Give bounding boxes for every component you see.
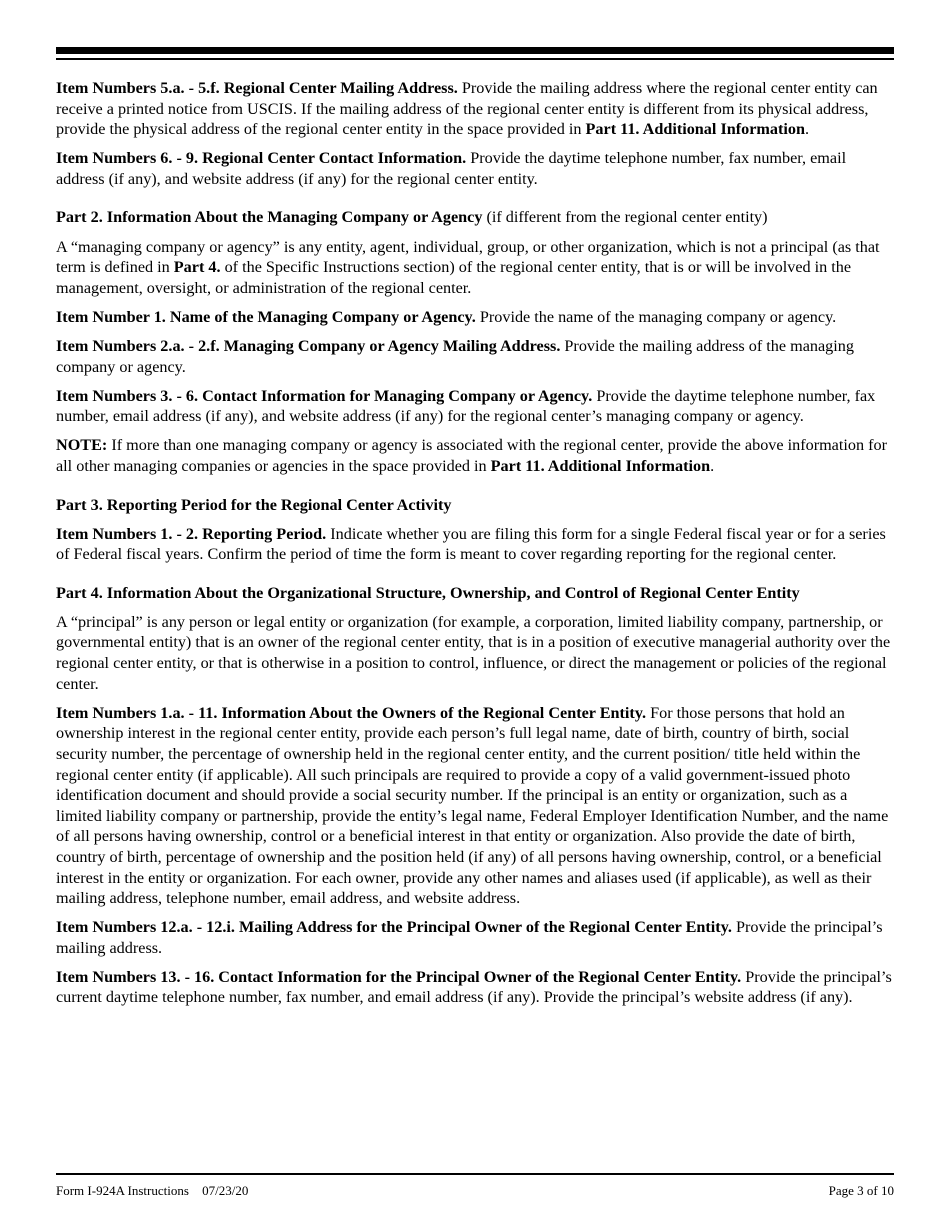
footer-form-info [56,1183,248,1199]
section-heading [56,583,894,604]
body-text: Provide the daytime telephone number, fax number, email address (if any), and website address (if any) for the regional center’s managing company or agency. [56,386,876,426]
bold-text: Part 11. Additional Information [585,120,805,139]
header-rule-thick [56,47,894,54]
paragraph [56,237,894,299]
bold-text: Item Numbers 6. - 9. Regional Center Contact Information. [56,149,467,168]
bold-text: Item Numbers 3. - 6. Contact Information for Managing Company or Agency. [56,386,593,405]
bold-text: Item Numbers 5.a. - 5.f. Regional Center Mailing Address. [56,79,458,97]
bold-text: Part 2. Information About the Managing Company or Agency [56,208,483,227]
footer-form-date: 07/23/20 [202,1183,249,1198]
body-text: Provide the principal’s current daytime telephone number, fax number, and email address (if any). Provide the principal’s website address (if any). [56,967,892,1007]
paragraph [56,336,894,377]
body-text: Provide the daytime telephone number, fax number, email address (if any), and website address (if any) for the regional center entity. [56,149,847,188]
body-text: of the Specific Instructions section) of the regional center entity, that is or will be involved in the management, oversight, or administration of the regional center. [56,258,852,297]
footer-rule [56,1173,894,1175]
bold-text: Part 4. [173,258,221,277]
footer-form-name: Form I-924A Instructions [56,1183,189,1198]
paragraph [56,307,894,328]
footer-page-number: Page 3 of 10 [828,1183,894,1198]
body-text: . [710,456,715,475]
body-text: If more than one managing company or agency is associated with the regional center, provide the above information for all other managing companies or agencies in the space provided in [56,436,887,475]
bold-text: Part 11. Additional Information [490,456,711,475]
paragraph [56,78,894,140]
body-text: Provide the principal’s mailing address. [56,918,883,957]
bold-text: Item Numbers 1. - 2. Reporting Period. [56,524,327,543]
document-body [56,78,894,1008]
body-text: Provide the mailing address where the regional center entity can receive a printed notice from USCIS. If the mailing address of the regional center entity is different from its physical address, provide the physical address of the regional center entity in the space provided in [56,79,878,139]
paragraph [56,524,894,565]
section-heading [56,495,894,516]
paragraph [56,386,894,427]
body-text: . [804,120,810,139]
bold-text: Item Numbers 12.a. - 12.i. Mailing Address for the Principal Owner of the Regional Center Entity. [56,918,732,937]
body-text: A “principal” is any person or legal entity or organization (for example, a corporation, limited liability company, partnership, or governmental entity) that is an owner of the regional center entity, that is in a position of executive managerial authority over the regional center entity, or that is otherwise in a position to control, influence, or direct the management or policies of the regional center. [56,612,891,693]
bold-text: NOTE: [56,436,108,455]
paragraph [56,967,894,1008]
bold-text: Item Number 1. Name of the Managing Company or Agency. [56,307,476,326]
bold-text: Item Numbers 1.a. - 11. Information About the Owners of the Regional Center Entity. [56,703,647,722]
header-rule-thin [56,58,894,60]
paragraph [56,703,894,909]
body-text: Provide the mailing address of the managing company or agency. [56,336,854,376]
paragraph [56,435,894,476]
bold-text: Item Numbers 2.a. - 2.f. Managing Company or Agency Mailing Address. [56,336,561,355]
bold-text: Item Numbers 13. - 16. Contact Information for the Principal Owner of the Regional Center Entity. [56,967,742,986]
paragraph [56,612,894,694]
body-text: (if different from the regional center entity) [482,208,768,227]
paragraph [56,148,894,189]
paragraph [56,917,894,958]
bold-text: Part 3. Reporting Period for the Regional Center Activity [56,495,452,514]
body-text: A “managing company or agency” is any entity, agent, individual, group, or other organization, which is not a principal (as that term is defined in [56,237,880,277]
body-text: Provide the name of the managing company or agency. [475,307,837,326]
body-text: For those persons that hold an ownership interest in the regional center entity, provide each person’s full legal name, date of birth, country of birth, social security number, the percentage of ownership held in the regional center entity, and the current position/ title held within the regional center entity (if applicable). All such principals are required to provide a copy of a valid government-issued photo identification document and should provide a social security number. If the principal is an entity or organization, such as a limited liability company or partnership, provide the entity’s legal name, Federal Employer Identification Number, and the name of all persons having ownership, control or a beneficial interest in that entity or organization. Also provide the date of birth, country of birth, percentage of ownership and the position held (if any) of all persons having ownership, control, or a beneficial interest in the entity or organization. For each owner, provide any other names and aliases used (if applicable), as well as their mailing address, telephone number, email address, and website address. [56,703,889,908]
paragraph [56,207,894,228]
page-footer [56,1183,894,1199]
body-text: Indicate whether you are filing this form for a single Federal fiscal year or for a series of Federal fiscal years. Confirm the period of time the form is meant to cover regarding reporting for the regional center. [56,524,886,564]
bold-text: Part 4. Information About the Organizational Structure, Ownership, and Control of Regional Center Entity [56,583,800,602]
